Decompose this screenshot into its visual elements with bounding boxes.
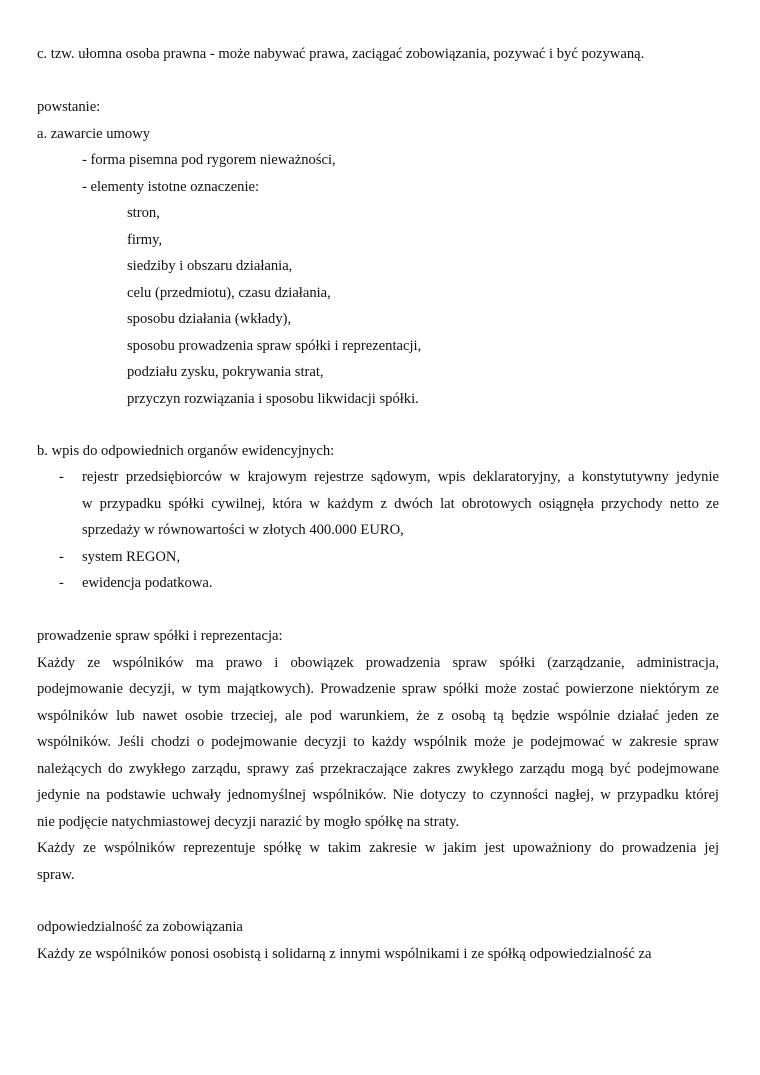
bullet-dash: - xyxy=(59,549,64,565)
section-heading-powstanie: powstanie: xyxy=(37,99,101,115)
registry-item-line: sprzedaży w równowartości w złotych 400.000 EURO, xyxy=(82,522,404,538)
point-a-item-elements: - elementy istotne oznaczenie: xyxy=(82,179,260,195)
paragraph-line: wspólników. Jeśli chodzi o podejmowanie decyzji to każdy wspólnik może je podejmować w zakresie spraw xyxy=(37,734,719,750)
paragraph-line: Każdy ze wspólników reprezentuje spółkę w takim zakresie w jakim jest upoważniony do prowadzenia jej xyxy=(37,840,719,856)
point-a-label: a. zawarcie umowy xyxy=(37,126,151,142)
registry-item-tax: ewidencja podatkowa. xyxy=(82,575,213,591)
paragraph-line: należących do zwykłego zarządu, sprawy zaś przekraczające zakres zwykłego zarządu mogą być podejmowane xyxy=(37,761,719,777)
paragraph-line: Każdy ze wspólników ma prawo i obowiązek prowadzenia spraw spółki (zarządzanie, administracja, xyxy=(37,655,719,671)
point-a-item-form: - forma pisemna pod rygorem nieważności, xyxy=(82,152,336,168)
registry-item-line: rejestr przedsiębiorców w krajowym rejestrze sądowym, wpis deklaratoryjny, a konstytutywny jedynie xyxy=(82,469,719,485)
section-heading-prowadzenie: prowadzenie spraw spółki i reprezentacja: xyxy=(37,628,283,644)
element-item: podziału zysku, pokrywania strat, xyxy=(127,364,324,380)
element-item: siedziby i obszaru działania, xyxy=(127,258,293,274)
element-item: sposobu działania (wkłady), xyxy=(127,311,292,327)
element-item: firmy, xyxy=(127,232,163,248)
registry-item-line: w przypadku spółki cywilnej, która w każdym z dwóch lat obrotowych osiągnęła przychody netto ze xyxy=(82,496,719,512)
element-item: przyczyn rozwiązania i sposobu likwidacji spółki. xyxy=(127,391,419,407)
registry-item-regon: system REGON, xyxy=(82,549,181,565)
bullet-dash: - xyxy=(59,575,64,591)
point-b-label: b. wpis do odpowiednich organów ewidencyjnych: xyxy=(37,443,335,459)
paragraph-line: podejmowanie decyzji, w tym majątkowych). Prowadzenie spraw spółki może zostać powierzone niektórym ze xyxy=(37,681,719,697)
intro-line: c. tzw. ułomna osoba prawna - może nabywać prawa, zaciągać zobowiązania, pozywać i być pozywaną. xyxy=(37,46,645,62)
paragraph-line: nie podjęcie natychmiastowej decyzji narazić by mogło spółkę na straty. xyxy=(37,814,460,830)
bullet-dash: - xyxy=(59,469,64,485)
element-item: celu (przedmiotu), czasu działania, xyxy=(127,285,331,301)
paragraph-line: jedynie na podstawie uchwały jednomyślnej wspólników. Nie dotyczy to czynności nagłej, w przypadku której xyxy=(37,787,719,803)
paragraph-line: spraw. xyxy=(37,867,75,883)
paragraph-line: Każdy ze wspólników ponosi osobistą i solidarną z innymi wspólnikami i ze spółką odpowiedzialność za xyxy=(37,946,652,962)
element-item: stron, xyxy=(127,205,160,221)
paragraph-line: wspólników lub nawet osobie trzeciej, ale pod warunkiem, że z osobą tą będzie wspólnie działać jeden ze xyxy=(37,708,719,724)
element-item: sposobu prowadzenia spraw spółki i reprezentacji, xyxy=(127,338,422,354)
section-heading-odpowiedzialnosc: odpowiedzialność za zobowiązania xyxy=(37,919,243,935)
